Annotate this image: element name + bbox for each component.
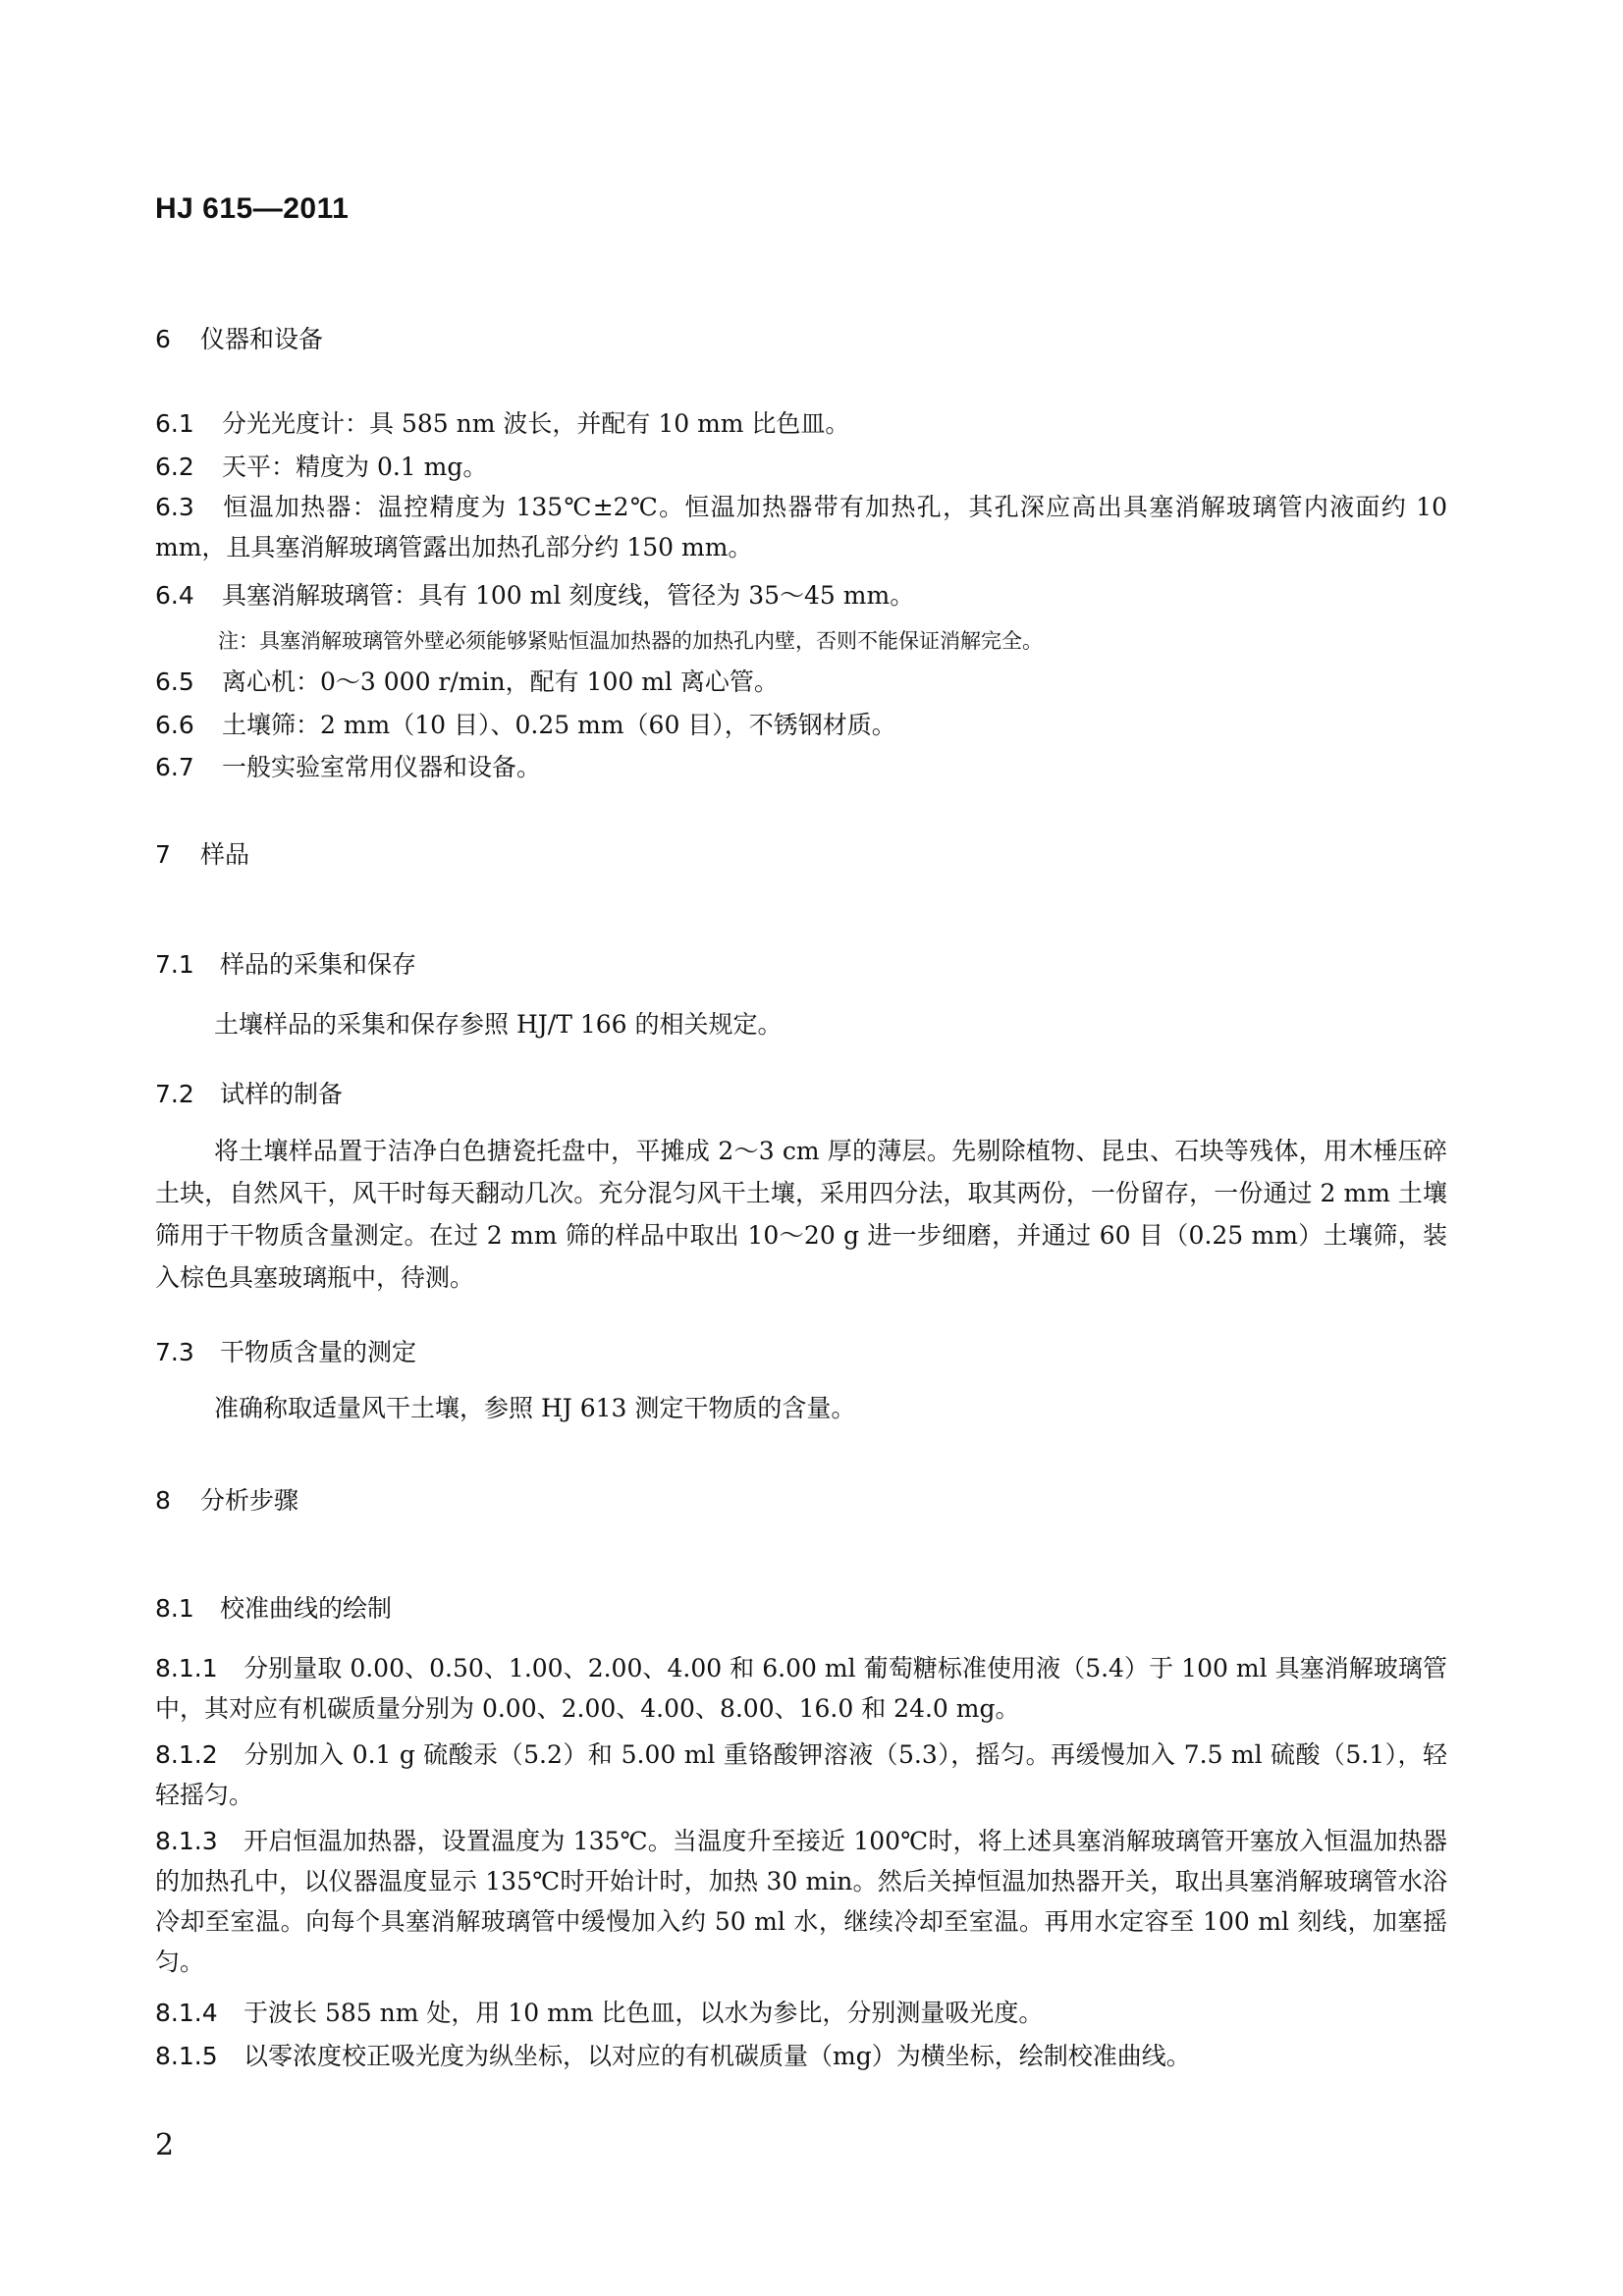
clause-6-2 <box>155 447 1447 487</box>
clause-text: 于波长 585 nm 处，用 10 mm 比色皿，以水为参比，分别测量吸光度。 <box>243 1999 1044 2027</box>
section-number: 7 <box>155 840 171 869</box>
section-8-heading <box>155 1481 298 1517</box>
clause-text: 具塞消解玻璃管：具有 100 ml 刻度线，管径为 35～45 mm。 <box>222 581 915 610</box>
subsection-number: 7.1 <box>155 950 194 979</box>
clause-6-1 <box>155 403 1447 444</box>
clause-text: 分光光度计：具 585 nm 波长，并配有 10 mm 比色皿。 <box>222 409 850 438</box>
section-title: 样品 <box>200 840 250 869</box>
subsection-title: 试样的制备 <box>220 1080 344 1108</box>
paragraph-7-2: 将土壤样品置于洁净白色搪瓷托盘中，平摊成 2～3 cm 厚的薄层。先剔除植物、昆虫、石块等残体，用木棰压碎土块，自然风干，风干时每天翻动几次。充分混匀风干土壤，采用四分法，取其两份，一份留存，一份通过 2 mm 土壤筛用于干物质含量测定。在过 2 mm 筛的样品中取出 10～20 g 进一步细磨，并通过 60 目（0.25 mm）土壤筛，装入棕色具塞玻璃瓶中，待测。 <box>155 1137 1447 1292</box>
subsection-number: 7.2 <box>155 1080 194 1108</box>
clause-6-3 <box>155 487 1447 567</box>
clause-number: 6.2 <box>155 453 194 481</box>
clause-number: 8.1.5 <box>155 2042 218 2070</box>
clause-text: 一般实验室常用仪器和设备。 <box>222 753 542 781</box>
clause-number: 8.1.3 <box>155 1827 218 1855</box>
clause-number: 8.1.1 <box>155 1654 218 1682</box>
clause-8-1-5 <box>155 2036 1447 2076</box>
subsection-7-3-heading <box>155 1333 416 1368</box>
section-7-heading <box>155 835 249 871</box>
clause-number: 6.6 <box>155 711 194 739</box>
clause-8-1-4 <box>155 1993 1447 2033</box>
section-number: 8 <box>155 1486 171 1515</box>
note: 注：具塞消解玻璃管外壁必须能够紧贴恒温加热器的加热孔内壁，否则不能保证消解完全。 <box>218 629 1043 653</box>
subsection-title: 干物质含量的测定 <box>220 1338 417 1366</box>
subsection-8-1-heading <box>155 1589 392 1625</box>
subsection-number: 7.3 <box>155 1338 194 1366</box>
clause-text: 分别加入 0.1 g 硫酸汞（5.2）和 5.00 ml 重铬酸钾溶液（5.3），摇匀。再缓慢加入 7.5 ml 硫酸（5.1），轻轻摇匀。 <box>155 1740 1447 1809</box>
clause-number: 6.7 <box>155 753 194 781</box>
clause-number: 8.1.2 <box>155 1740 218 1769</box>
standard-code: HJ 615—2011 <box>155 192 350 225</box>
subsection-7-2-heading <box>155 1075 343 1110</box>
clause-6-5 <box>155 662 1447 702</box>
clause-8-1-2 <box>155 1735 1447 1815</box>
paragraph-7-1: 土壤样品的采集和保存参照 HJ/T 166 的相关规定。 <box>214 1010 783 1039</box>
clause-6-4 <box>155 575 1447 615</box>
clause-text: 开启恒温加热器，设置温度为 135℃。当温度升至接近 100℃时，将上述具塞消解玻璃管开塞放入恒温加热器的加热孔中，以仪器温度显示 135℃时开始计时，加热 30 min。然后关掉恒温加热器开关，取出具塞消解玻璃管水浴冷却至室温。向每个具塞消解玻璃管中缓慢加入约 50 ml 水，继续冷却至室温。再用水定容至 100 ml 刻线，加塞摇匀。 <box>155 1827 1447 1976</box>
clause-8-1-1 <box>155 1648 1447 1729</box>
clause-6-7 <box>155 747 1447 787</box>
clause-8-1-3 <box>155 1821 1447 1982</box>
page-number: 2 <box>155 2128 175 2163</box>
clause-number: 6.1 <box>155 409 194 438</box>
section-title: 仪器和设备 <box>200 325 324 353</box>
clause-text: 土壤筛：2 mm（10 目）、0.25 mm（60 目），不锈钢材质。 <box>222 711 896 739</box>
clause-text: 分别量取 0.00、0.50、1.00、2.00、4.00 和 6.00 ml 葡萄糖标准使用液（5.4）于 100 ml 具塞消解玻璃管中，其对应有机碳质量分别为 0.00、2.00、4.00、8.00、16.0 和 24.0 mg。 <box>155 1654 1447 1723</box>
clause-text: 以零浓度校正吸光度为纵坐标，以对应的有机碳质量（mg）为横坐标，绘制校准曲线。 <box>243 2042 1191 2070</box>
clause-number: 6.3 <box>155 493 194 521</box>
section-6-heading <box>155 320 323 355</box>
clause-text: 离心机：0～3 000 r/min，配有 100 ml 离心管。 <box>222 667 779 696</box>
subsection-title: 校准曲线的绘制 <box>220 1594 393 1623</box>
clause-number: 8.1.4 <box>155 1999 218 2027</box>
clause-text: 天平：精度为 0.1 mg。 <box>222 453 488 481</box>
clause-number: 6.4 <box>155 581 194 610</box>
subsection-7-1-heading <box>155 945 416 981</box>
section-number: 6 <box>155 325 171 353</box>
clause-6-6 <box>155 705 1447 745</box>
clause-text: 恒温加热器：温控精度为 135℃±2℃。恒温加热器带有加热孔，其孔深应高出具塞消解玻璃管内液面约 10 mm，且具塞消解玻璃管露出加热孔部分约 150 mm。 <box>155 493 1447 561</box>
section-title: 分析步骤 <box>200 1486 299 1515</box>
subsection-number: 8.1 <box>155 1594 194 1623</box>
subsection-title: 样品的采集和保存 <box>220 950 417 979</box>
clause-number: 6.5 <box>155 667 194 696</box>
paragraph-7-3: 准确称取适量风干土壤，参照 HJ 613 测定干物质的含量。 <box>214 1394 856 1422</box>
